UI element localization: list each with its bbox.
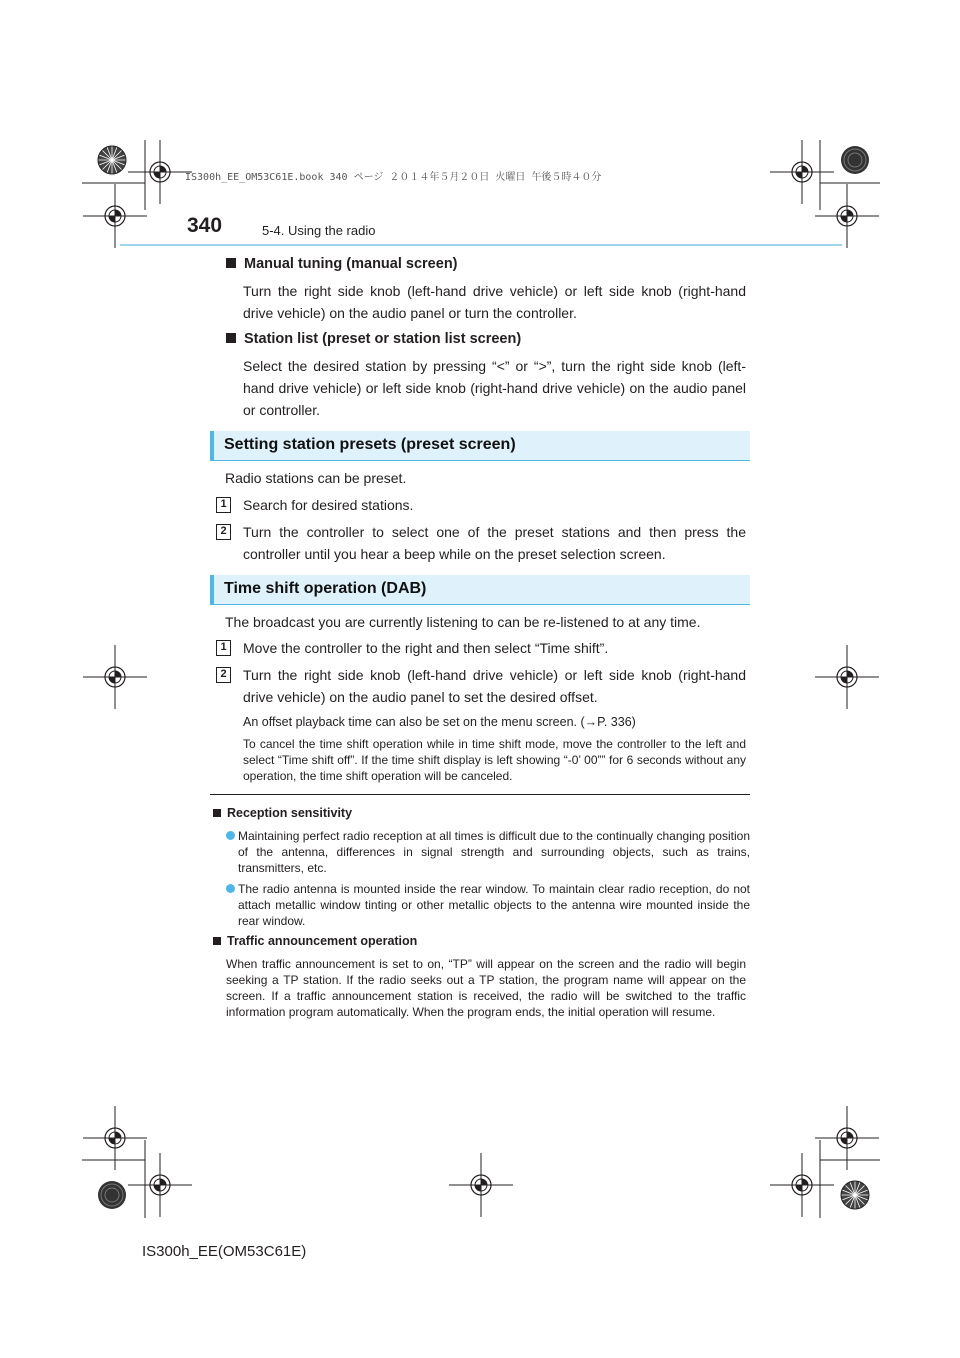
section-title: 5-4. Using the radio (262, 223, 376, 238)
step-number-badge: 1 (216, 640, 231, 656)
section-divider (210, 794, 750, 795)
reception-bullet-2: The radio antenna is mounted inside the rear window. To maintain clear radio reception, do not attach metallic window tinting or other metallic objects to the antenna wire mounted inside the rear window. (238, 882, 750, 928)
time-shift-note-cancel: To cancel the time shift operation while in time shift mode, move the controller to the left and select “Time shift off”. If the time shift display is left showing “-0’ 00”” for 6 seconds without any operation, the time shift operation will be canceled. (243, 737, 746, 783)
time-shift-step-2: Turn the right side knob (left-hand drive vehicle) or left side knob (right-hand drive vehicle) on the audio panel to set the desired offset. (243, 667, 746, 705)
page-number: 340 (187, 214, 223, 237)
reception-heading (213, 806, 352, 820)
step-number-badge: 2 (216, 667, 231, 683)
presets-banner (210, 431, 750, 461)
presets-banner-title: Setting station presets (preset screen) (224, 436, 516, 453)
reception-bullet-1: Maintaining perfect radio reception at all times is difficult due to the continually changing position of the antenna, differences in signal strength and surrounding objects, such as trains, transmitters, etc. (238, 829, 750, 875)
step-number-badge: 2 (216, 524, 231, 540)
file-stamp: IS300h_EE_OM53C61E.book 340 ページ ２０１４年５月２０日 火曜日 午後５時４０分 (185, 172, 602, 183)
manual-tuning-text: Turn the right side knob (left-hand drive vehicle) or left side knob (right-hand drive vehicle) on the audio panel or turn the controller. (243, 283, 746, 321)
square-bullet-icon (213, 937, 221, 945)
square-bullet-icon (226, 333, 236, 343)
time-shift-intro: The broadcast you are currently listening to can be re-listened to at any time. (225, 614, 701, 630)
time-shift-banner-title: Time shift operation (DAB) (224, 580, 427, 597)
header-rule (120, 244, 842, 246)
circle-bullet-icon (226, 884, 235, 893)
document-id: IS300h_EE(OM53C61E) (142, 1243, 307, 1260)
time-shift-note-menu: An offset playback time can also be set on the menu screen. (→P. 336) (243, 715, 636, 729)
time-shift-banner (210, 575, 750, 605)
station-list-heading (226, 331, 521, 347)
circle-bullet-icon (226, 831, 235, 840)
presets-step-1: Search for desired stations. (243, 497, 414, 513)
time-shift-step-1: Move the controller to the right and then select “Time shift”. (243, 640, 609, 656)
traffic-title: Traffic announcement operation (227, 934, 418, 948)
manual-tuning-heading (226, 256, 458, 272)
reception-title: Reception sensitivity (227, 806, 353, 820)
presets-step-2: Turn the controller to select one of the preset stations and then press the controller until you hear a beep while on the preset selection screen. (243, 524, 746, 562)
station-list-title: Station list (preset or station list screen) (244, 331, 522, 347)
manual-tuning-title: Manual tuning (manual screen) (244, 256, 458, 272)
traffic-heading (213, 934, 417, 948)
traffic-text: When traffic announcement is set to on, “TP” will appear on the screen and the radio will begin seeking a TP station. If the radio seeks out a TP station, the program name will appear on the screen. If a traffic announcement station is received, the radio will be switched to the traffic information program automatically. When the program ends, the initial operation will resume. (226, 957, 746, 1019)
step-number-badge: 1 (216, 497, 231, 513)
presets-intro: Radio stations can be preset. (225, 470, 407, 486)
square-bullet-icon (226, 258, 236, 268)
station-list-text: Select the desired station by pressing “<” or “>”, turn the right side knob (left-hand drive vehicle) or left side knob (right-hand drive vehicle) on the audio panel or controller. (243, 358, 746, 418)
square-bullet-icon (213, 809, 221, 817)
